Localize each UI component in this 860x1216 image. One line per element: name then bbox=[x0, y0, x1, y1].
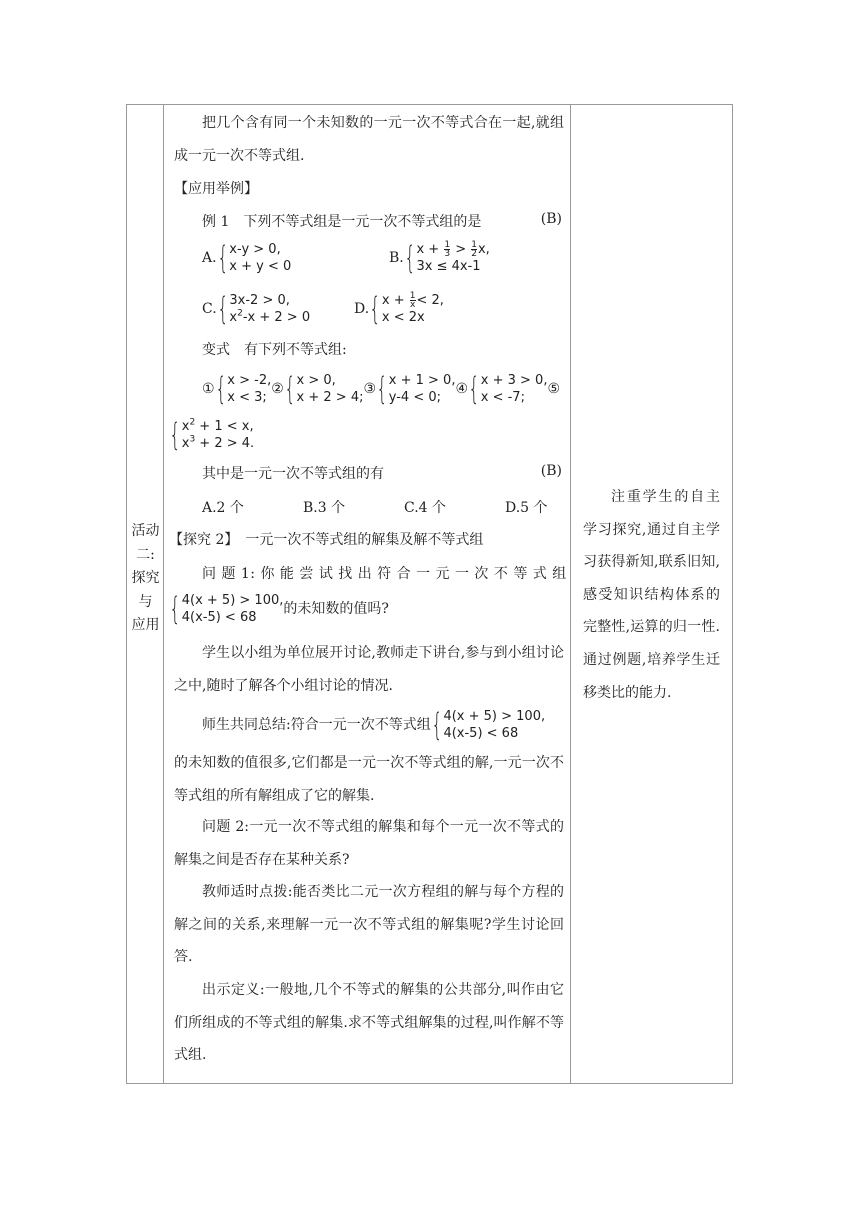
exponent: 2 bbox=[237, 308, 243, 319]
circled-number: ② bbox=[271, 381, 284, 397]
system-line bbox=[382, 292, 444, 309]
choice: C.4 个 bbox=[404, 500, 447, 516]
option-label: B. bbox=[389, 250, 404, 266]
brace-icon: { bbox=[169, 417, 181, 453]
system-line bbox=[416, 241, 489, 258]
systems-row bbox=[202, 372, 560, 406]
teacher-hint: 教师适时点拨:能否类比二元一次方程组的解与每个方程的解之间的关系,来理解一元一次不等式组的解集呢?学生讨论回答. bbox=[174, 884, 564, 965]
label-line: 探究 bbox=[131, 570, 160, 586]
fraction bbox=[410, 292, 416, 309]
system-line: 3x ≤ 4x-1 bbox=[416, 259, 481, 274]
brace-icon: { bbox=[404, 240, 416, 276]
system-line: x < -7; bbox=[480, 390, 525, 405]
question-1-tail: 的未知数的值吗? bbox=[283, 601, 389, 617]
inequality-system bbox=[215, 372, 272, 406]
question-answer: (B) bbox=[540, 463, 562, 479]
activity-label bbox=[127, 520, 164, 638]
inequality-system bbox=[217, 292, 310, 326]
system-line bbox=[182, 418, 254, 435]
option-label: D. bbox=[354, 301, 370, 317]
example-1-answer: (B) bbox=[540, 211, 562, 227]
denominator: x bbox=[409, 300, 416, 310]
inequality-system bbox=[169, 418, 254, 452]
example-1 bbox=[202, 211, 562, 231]
option-label: C. bbox=[202, 301, 217, 317]
term: > bbox=[451, 242, 471, 257]
system-5 bbox=[169, 418, 254, 452]
inequality-system bbox=[468, 372, 547, 406]
choice: D.5 个 bbox=[505, 500, 548, 516]
term: < 2, bbox=[416, 293, 444, 308]
question-count bbox=[202, 463, 562, 483]
label-line: 活动 bbox=[131, 523, 160, 539]
exponent: 3 bbox=[189, 434, 196, 445]
system-line: 4(x-5) < 68 bbox=[181, 610, 257, 625]
term: x bbox=[181, 419, 190, 434]
inequality-system bbox=[376, 372, 455, 406]
system-line: x + 3 > 0, bbox=[480, 373, 548, 388]
section-heading: 【应用举例】 bbox=[174, 181, 258, 197]
fraction bbox=[471, 241, 477, 258]
term: x + bbox=[381, 293, 409, 308]
brace-icon: { bbox=[284, 371, 296, 407]
numerator: 1 bbox=[444, 240, 451, 250]
option-c bbox=[202, 292, 310, 326]
design-intent-text: 注重学生的自主学习探究,通过自主学习获得新知,联系旧知,感受知识结构体系的完整性,运算的归一性.通过例题,培养学生迁移类比的能力. bbox=[583, 489, 720, 701]
system-line: 4(x + 5) > 100, bbox=[181, 593, 284, 608]
exponent: 2 bbox=[189, 417, 196, 428]
option-a bbox=[202, 241, 291, 275]
term: x + bbox=[416, 242, 444, 257]
inequality-system bbox=[169, 592, 283, 626]
circled-number: ③ bbox=[363, 381, 377, 397]
question-1: 问 题 1: 你 能 尝 试 找 出 符 合 一 元 一 次 不 等 式 组 bbox=[202, 566, 567, 582]
explore-2-heading: 【探究 2】 一元一次不等式组的解集及解不等式组 bbox=[169, 532, 484, 548]
system-line: x + 1 > 0, bbox=[388, 373, 456, 388]
system-line: x-y > 0, bbox=[229, 242, 281, 257]
brace-icon: { bbox=[169, 591, 181, 627]
denominator: 2 bbox=[471, 249, 477, 259]
brace-icon: { bbox=[468, 371, 480, 407]
brace-icon: { bbox=[217, 240, 228, 276]
system-line: x + y < 0 bbox=[229, 259, 292, 274]
term: x, bbox=[477, 242, 490, 257]
circled-number: ⑤ bbox=[547, 381, 561, 397]
system-line: 4(x-5) < 68 bbox=[443, 726, 519, 741]
question-1-system bbox=[169, 592, 389, 626]
choices bbox=[202, 497, 548, 517]
brace-icon: { bbox=[369, 291, 381, 327]
question-stem: 其中是一元一次不等式组的有 bbox=[202, 466, 384, 482]
design-intent-cell bbox=[571, 481, 734, 709]
inequality-system bbox=[217, 241, 292, 275]
inequality-system bbox=[369, 292, 444, 326]
example-1-stem: 例 1 下列不等式组是一元一次不等式组的是 bbox=[202, 214, 482, 230]
summary-line bbox=[202, 708, 545, 742]
variant-text: 变式 有下列不等式组: bbox=[202, 342, 347, 358]
system-line: x > -2, bbox=[227, 373, 272, 388]
term: + 2 > 4. bbox=[195, 436, 255, 451]
fraction bbox=[444, 241, 450, 258]
numerator: 1 bbox=[409, 291, 416, 301]
inequality-system bbox=[284, 372, 364, 406]
intro-text: 把几个含有同一个未知数的一元一次不等式合在一起,就组成一元一次不等式组. bbox=[174, 115, 564, 164]
brace-icon: { bbox=[376, 371, 388, 407]
summary-tail: 的未知数的值很多,它们都是一元一次不等式组的解,一元一次不等式组的所有解组成了它的解集. bbox=[174, 755, 564, 804]
denominator: 3 bbox=[444, 249, 451, 259]
lesson-table bbox=[126, 104, 733, 1084]
system-line: x < 3; bbox=[227, 390, 267, 405]
system-line: x > 0, bbox=[296, 373, 336, 388]
system-line: y-4 < 0; bbox=[388, 390, 442, 405]
choice: B.3 个 bbox=[303, 500, 346, 516]
inequality-system bbox=[404, 241, 490, 275]
option-b bbox=[389, 241, 490, 275]
circled-number: ④ bbox=[455, 381, 469, 397]
label-line: 应用 bbox=[131, 617, 160, 633]
system-line: 3x-2 > 0, bbox=[229, 293, 290, 308]
definition: 出示定义:一般地,几个不等式的解集的公共部分,叫作由它们所组成的不等式组的解集.求不等式组解集的过程,叫作解不等式组. bbox=[174, 982, 564, 1063]
brace-icon: { bbox=[217, 291, 228, 327]
system-line: x + 2 > 4; bbox=[296, 390, 364, 405]
brace-icon: { bbox=[431, 707, 443, 743]
term: x bbox=[181, 436, 190, 451]
inequality-system bbox=[431, 708, 545, 742]
term: + 1 < x, bbox=[195, 419, 254, 434]
label-line: 二: bbox=[136, 546, 155, 563]
system-line: x < 2x bbox=[381, 310, 425, 325]
term: x bbox=[229, 310, 238, 325]
label-line: 与 bbox=[138, 593, 153, 610]
question-2: 问题 2:一元一次不等式组的解集和每个一元一次不等式的解集之间是否存在某种关系? bbox=[174, 819, 564, 868]
numerator: 1 bbox=[471, 240, 477, 250]
system-line bbox=[182, 435, 254, 452]
term: -x + 2 > 0 bbox=[242, 310, 311, 325]
choice: A.2 个 bbox=[202, 500, 244, 516]
circled-number: ① bbox=[202, 381, 215, 397]
brace-icon: { bbox=[215, 371, 226, 407]
system-line bbox=[229, 309, 310, 326]
option-d bbox=[354, 292, 444, 326]
option-label: A. bbox=[202, 250, 217, 266]
system-line: 4(x + 5) > 100, bbox=[443, 709, 546, 724]
discussion-text: 学生以小组为单位展开讨论,教师走下讲台,参与到小组讨论之中,随时了解各个小组讨论的情况. bbox=[174, 645, 564, 694]
summary-head: 师生共同总结:符合一元一次不等式组 bbox=[202, 717, 431, 733]
